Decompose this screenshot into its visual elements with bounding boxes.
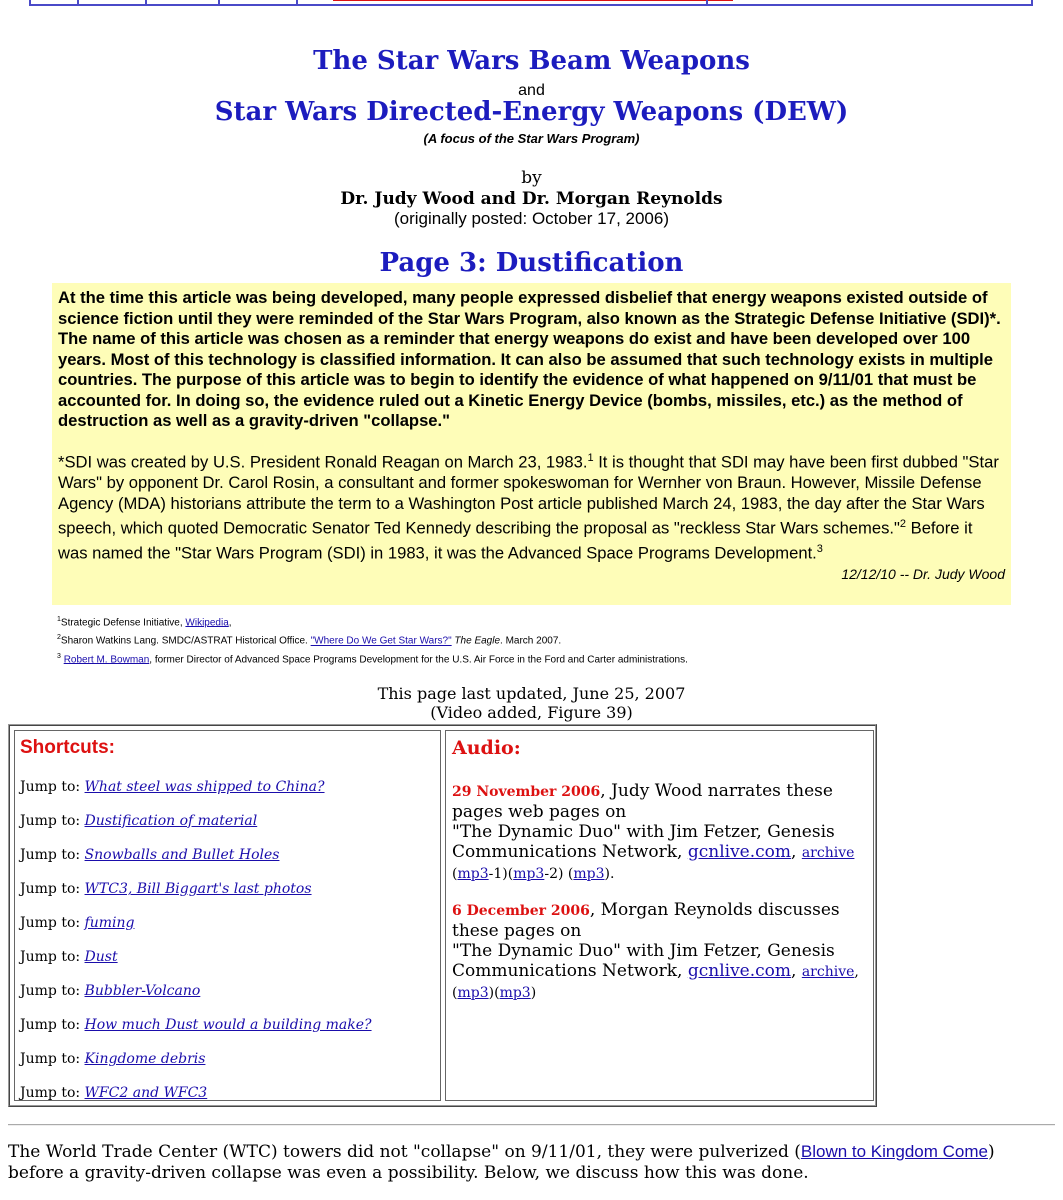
editor-note [52,283,1011,605]
note-sdi-paragraph [58,448,1005,564]
footnote-1 [57,612,1007,630]
jump-prefix: Jump to: [20,813,85,829]
footnotes [57,612,1007,667]
jump-prefix: Jump to: [20,915,85,931]
shortcuts-heading: Shortcuts: [20,737,115,758]
jump-prefix: Jump to: [20,1017,85,1033]
footnote-link[interactable]: Wikipedia [185,617,229,629]
audio-text: ). [604,866,615,882]
jump-link-dust[interactable]: Dust [84,949,118,965]
jump-item [20,847,279,863]
focus-subtitle: (A focus of the Star Wars Program) [423,131,640,146]
gcnlive-link[interactable]: gcnlive.com [687,842,792,862]
audio-heading: Audio: [452,737,521,759]
audio-text: ( [452,985,458,1001]
sdi-text-3: Before it was named the "Star Wars Program (SDI) in 1983, it was the Advanced Space Programs Development. [58,518,973,563]
authors: Dr. Judy Wood and Dr. Morgan Reynolds [340,189,723,209]
last-updated-note: (Video added, Figure 39) [430,703,633,722]
footnote-publication: The Eagle [451,635,501,647]
note-bold-paragraph: At the time this article was being developed, many people expressed disbelief that energy weapons existed outside of science fiction until they were reminded of the Star Wars Program, also known as the Strategic Defense Initiative (SDI)*. The name of this article was chosen as a reminder that energy weapons do exist and have been developed over 100 years. Most of this technology is classified information. It can also be assumed that such technology exists in multiple countries. The purpose of this article was to begin to identify the evidence of what happened on 9/11/01 that must be accounted for. In doing so, the evidence ruled out a Kinetic Energy Device (bombs, missiles, etc.) as the method of destruction as well as a gravity-driven "collapse." [58,288,1001,430]
last-updated-line: This page last updated, June 25, 2007 [377,684,686,703]
audio-text: , Judy Wood narrates these pages web pages on [452,781,833,822]
jump-item [20,1017,372,1033]
footnote-ref: 3 [816,542,823,555]
audio-text: -2) ( [544,866,574,882]
audio-text: , [854,964,859,980]
sdi-text-2: It is thought that SDI may have been first dubbed "Star Wars" by opponent Dr. Carol Rosin, a consultant and former spokeswoman for Wernher von Braun. However, Missile Defense Agency (MDA) historians attribute the term to a Washington Post article published March 24, 1983, the day after the Star Wars speech, which quoted Democratic Senator Ted Kennedy describing the proposal as "reckless Star Wars schemes." [58,452,999,538]
byline-by: by [521,168,542,188]
audio-date: 6 December 2006 [452,903,590,919]
jump-prefix: Jump to: [20,1085,85,1101]
intro-text: ) before a gravity-driven collapse was even a possibility. Below, we discuss how this was done. [8,1142,995,1183]
jump-link-steel-china[interactable]: What steel was shipped to China? [84,779,325,795]
jump-prefix: Jump to: [20,983,85,999]
last-updated [0,684,1063,722]
jump-item [20,949,118,965]
footnote-text: Strategic Defense Initiative, [60,617,186,629]
sdi-text-1: *SDI was created by U.S. President Ronald Reagan on March 23, 1983. [58,452,588,472]
footnote-number: 2 [57,634,61,642]
jump-prefix: Jump to: [20,847,85,863]
jump-item [20,915,134,931]
mp3-links [452,866,614,882]
nav-divider [296,0,298,4]
jump-prefix: Jump to: [20,881,85,897]
footnote-ref: 2 [899,518,907,531]
audio-text: -1)( [488,866,514,882]
jump-item [20,1085,207,1101]
footnote-text: , [228,617,232,629]
jump-link-wfc[interactable]: WFC2 and WFC3 [84,1085,208,1101]
page-title: Page 3: Dustification [379,248,684,278]
jump-item [20,1051,205,1067]
jump-prefix: Jump to: [20,949,85,965]
audio-text: ) [530,985,537,1001]
jump-item [20,983,200,999]
note-signature: 12/12/10 -- Dr. Judy Wood [841,566,1005,583]
audio-entry-1 [452,781,867,884]
intro-text: The World Trade Center (WTC) towers did not "collapse" on 9/11/01, they were pulverized ( [8,1142,801,1162]
audio-text: "The Dynamic Duo" with Jim Fetzer, Genesis Communications Network, [452,941,835,981]
mp3-link[interactable]: mp3 [513,866,545,882]
footnote-ref: 1 [587,451,594,464]
mp3-link[interactable]: mp3 [457,866,489,882]
footnote-number: 3 [57,652,61,660]
divider [8,1124,1055,1126]
jump-link-wtc3[interactable]: WTC3, Bill Biggart's last photos [84,881,312,897]
title-line2: Star Wars Directed-Energy Weapons (DEW) [214,97,849,127]
jump-link-snowballs[interactable]: Snowballs and Bullet Holes [84,847,280,863]
title-line1: The Star Wars Beam Weapons [313,46,750,76]
footnote-link[interactable]: "Where Do We Get Star Wars?" [310,635,452,647]
top-nav-table [29,0,1033,6]
audio-text: "The Dynamic Duo" with Jim Fetzer, Genesis Communications Network, [452,822,835,862]
archive-link[interactable]: archive [801,964,855,980]
footnote-text: . March 2007. [500,635,562,647]
jump-prefix: Jump to: [20,779,85,795]
archive-link[interactable]: archive [801,845,855,861]
mp3-link[interactable]: mp3 [457,985,489,1001]
shortcuts-cell [14,730,441,1101]
audio-text: , [791,961,802,981]
nav-divider [77,0,79,4]
footnote-number: 1 [57,616,61,623]
jump-link-dustification[interactable]: Dustification of material [84,813,258,829]
footnote-2 [57,630,1007,648]
intro-paragraph [8,1141,1048,1184]
blown-to-kingdom-come-link[interactable]: Blown to Kingdom Come [800,1142,988,1161]
title-and: and [518,82,545,99]
footnote-text: , former Director of Advanced Space Programs Development for the U.S. Air Force in the Ford and Carter administrations. [149,653,688,665]
audio-text: , Morgan Reynolds discusses these pages on [452,900,840,941]
jump-item [20,881,312,897]
audio-text: , [791,842,802,862]
footnote-text: Sharon Watkins Lang. SMDC/ASTRAT Historical Office. [60,635,311,647]
jump-link-bubbler[interactable]: Bubbler-Volcano [84,983,201,999]
audio-entry-2 [452,900,867,1003]
audio-cell [445,730,874,1101]
shortcuts-audio-table [8,724,877,1107]
nav-active-bar[interactable] [333,0,733,1]
audio-date: 29 November 2006 [452,784,601,800]
jump-link-kingdome[interactable]: Kingdome debris [84,1051,206,1067]
jump-prefix: Jump to: [20,1051,85,1067]
nav-divider [218,0,220,4]
jump-item [20,779,325,795]
mp3-links [452,985,536,1001]
nav-divider [145,0,147,4]
footnote-3 [57,649,1007,667]
gcnlive-link[interactable]: gcnlive.com [687,961,792,981]
jump-item [20,813,257,829]
audio-text: )( [488,985,500,1001]
mp3-link[interactable]: mp3 [573,866,605,882]
jump-link-fuming[interactable]: fuming [84,915,135,931]
audio-text: ( [452,866,458,882]
footnote-link[interactable]: Robert M. Bowman [63,653,150,665]
posted-date: (originally posted: October 17, 2006) [394,209,669,228]
nav-divider [706,0,708,4]
jump-link-how-much-dust[interactable]: How much Dust would a building make? [84,1017,372,1033]
mp3-link[interactable]: mp3 [499,985,531,1001]
